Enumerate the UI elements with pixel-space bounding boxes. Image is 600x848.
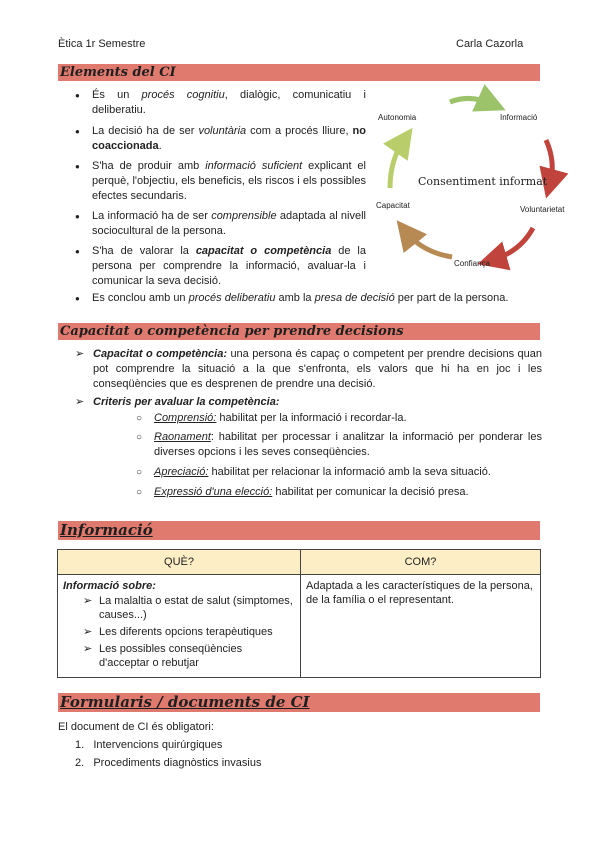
criterion-expression: ○ Expressió d'una elecció: habilitat per comunicar la decisió presa. [136, 486, 469, 498]
information-table [57, 549, 541, 678]
elements-list [58, 88, 366, 289]
consent-cycle-diagram [370, 92, 565, 274]
header-subject: Ètica 1r Semestre [58, 38, 146, 50]
list-item: ● S'ha de valorar la capacitat o competència de la persona per comprendre la informació, avaluar-la i comunicar la seva decisió. [58, 244, 366, 289]
criterion-reasoning: ○ Raonament: habilitat per processar i analitzar la informació per ponderar les diverses opcions i les seves conseqüències. [136, 431, 542, 458]
capacity-definition: ➢ Capacitat o competència: una persona és capaç o competent per prendre decisions quan pot comprendre la situació a la que s'enfronta, els valors que hi ha en joc i les conseqüències que es desprenen de prendre una decisió. [75, 348, 542, 390]
criterion-appreciation: ○ Apreciació: habilitat per relacionar la informació amb la seva situació. [136, 466, 491, 478]
list-item: ● La informació ha de ser comprensible adaptada al nivell sociocultural de la persona. [58, 209, 366, 239]
section-title-forms: Formularis / documents de CI [58, 693, 540, 712]
section-title-information: Informació [58, 521, 540, 540]
header-author: Carla Cazorla [456, 38, 524, 50]
diagram-node-capacitat: Capacitat [376, 201, 410, 210]
forms-item-2: 2. Procediments diagnòstics invasius [75, 757, 262, 769]
list-item: ● Es conclou amb un procés deliberatiu amb la presa de decisió per part de la persona. [58, 291, 558, 306]
diagram-node-confianca: Confiança [454, 259, 491, 268]
list-item: ➢ La malaltia o estat de salut (simptomes, causes...) [83, 595, 293, 621]
table-header-what: QUÈ? [58, 550, 301, 575]
criterion-comprehension: ○ Comprensió: habilitat per la informació i recordar-la. [136, 412, 407, 424]
cycle-arrow-autonomia-informacio [450, 98, 492, 104]
list-item: ➢ Les diferents opcions terapèutiques [83, 626, 273, 638]
cycle-arrow-capacitat-autonomia [390, 140, 404, 188]
forms-item-1: 1. Intervencions quirúrgiques [75, 739, 223, 751]
diagram-node-autonomia: Autonomia [378, 113, 417, 122]
elements-list-last [58, 291, 558, 306]
table-header-how: COM? [301, 550, 541, 575]
list-item: ➢ Les possibles conseqüències d'acceptar o rebutjar [83, 643, 243, 669]
list-item: ● La decisió ha de ser voluntària com a procés lliure, no coaccionada. [58, 124, 366, 154]
section-title-capacity: Capacitat o competència per prendre decisions [58, 323, 540, 340]
capacity-content [58, 347, 542, 500]
list-item: ● S'ha de produir amb informació suficient explicant el perquè, l'objectiu, els beneficis, els riscos i els possibles efectes secundaris. [58, 159, 366, 204]
table-cell-how: Adaptada a les característiques de la persona, de la família o el representant. [301, 575, 541, 678]
diagram-node-voluntarietat: Voluntarietat [520, 205, 565, 214]
section-title-elements: Elements del CI [58, 64, 540, 81]
forms-intro: El document de CI és obligatori: [58, 721, 214, 733]
criteria-heading: ➢ Criteris per avaluar la competència: [75, 396, 280, 408]
cycle-arrow-confianca-capacitat [406, 232, 452, 257]
diagram-center-label: Consentiment informat [418, 175, 548, 188]
cycle-arrow-voluntarietat-confianca [492, 228, 533, 260]
list-item: ● És un procés cognitiu, dialògic, comunicatiu i deliberatiu. [58, 88, 366, 118]
diagram-node-informacio: Informació [500, 113, 538, 122]
table-cell-what: Informació sobre: ➢ La malaltia o estat de salut (simptomes, causes...) ➢ Les diferents opcions terapèutiques ➢ Les possibles conseqüències d'acceptar o rebutjar [58, 575, 301, 678]
